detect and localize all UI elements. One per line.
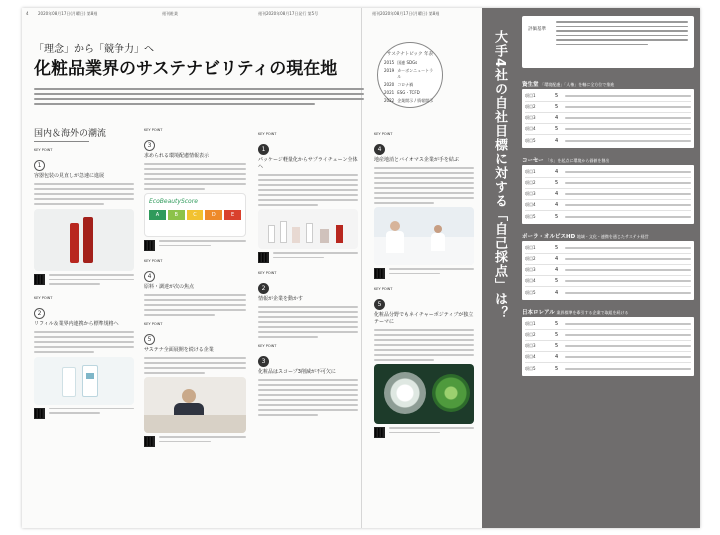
newspaper-spread — [22, 8, 700, 528]
score-table — [522, 89, 694, 148]
lab-photo — [374, 207, 474, 265]
badge-text: ESG・TCFD — [397, 90, 420, 95]
table-row — [525, 265, 691, 276]
company-block — [522, 230, 694, 300]
key-point-tag: KEY POINT — [258, 132, 277, 136]
key-point-number: 2 — [258, 283, 269, 294]
score-value: 5 — [555, 365, 559, 372]
criteria-label: 評価基準 — [528, 27, 546, 32]
row-label: 項目1 — [525, 93, 536, 98]
score-value: 5 — [555, 343, 559, 349]
eco-grade: B — [168, 210, 185, 220]
score-value: 5 — [555, 213, 559, 220]
table-row — [525, 243, 691, 254]
table-row — [525, 287, 691, 298]
key-point-number: 2 — [34, 308, 45, 319]
row-label: 項目4 — [525, 278, 536, 283]
score-value: 5 — [555, 321, 559, 327]
qr-code — [258, 252, 269, 263]
row-label: 項目3 — [525, 191, 536, 196]
row-label: 項目3 — [525, 267, 536, 272]
table-row — [525, 189, 691, 200]
key-point-number: 4 — [144, 271, 155, 282]
badge-year: 2015 — [384, 60, 395, 65]
score-value: 5 — [555, 245, 559, 251]
badge-text: 企業開示 / 情報開示 — [397, 98, 434, 103]
topic-title: 化粧品はスコープ3削減が不可欠に — [258, 369, 336, 375]
badge-year: 2022 — [384, 98, 395, 103]
running-head-center-left: 週刊2020年08月17日発行 第5号 — [258, 11, 319, 16]
key-point-number: 5 — [374, 299, 385, 310]
company-name: ポーラ・オルビスHD — [522, 234, 576, 240]
table-row — [525, 352, 691, 363]
row-label: 項目3 — [525, 115, 536, 120]
table-row — [525, 200, 691, 211]
key-point-tag: KEY POINT — [34, 295, 53, 300]
company-name: 資生堂 — [522, 82, 539, 88]
table-row — [525, 254, 691, 265]
eco-score-figure — [144, 193, 246, 237]
row-label: 項目3 — [525, 343, 536, 348]
qr-code — [144, 240, 155, 251]
qr-code — [34, 408, 45, 419]
score-value: 4 — [555, 169, 559, 175]
qr-code — [374, 268, 385, 279]
topic-title: 化粧品分野でもネイチャーポジティブが独立テーマに — [374, 312, 474, 325]
badge-year: 2021 — [384, 90, 395, 95]
row-label: 項目2 — [525, 332, 536, 337]
products-photo — [258, 209, 358, 249]
key-point-tag: KEY POINT — [34, 148, 53, 152]
table-row — [525, 330, 691, 341]
row-label: 項目2 — [525, 104, 536, 109]
publisher-left: 週刊粧業 — [162, 11, 178, 16]
column-2 — [144, 128, 246, 447]
table-row — [525, 91, 691, 102]
lead-paragraph — [34, 88, 364, 108]
table-row — [525, 363, 691, 374]
row-label: 項目1 — [525, 321, 536, 326]
section-heading: 国内＆海外の潮流 — [34, 126, 106, 142]
table-row — [525, 135, 691, 146]
score-value: 4 — [555, 191, 559, 197]
key-point-tag: KEY POINT — [144, 322, 163, 326]
table-row — [525, 341, 691, 352]
row-label: 項目4 — [525, 126, 536, 131]
article-kicker: 「理念」から「競争力」へ — [34, 44, 154, 55]
timeline-badge — [377, 42, 443, 108]
company-note: 業界標準を牽引する企業で取組を続ける — [556, 310, 629, 315]
eco-grade: A — [149, 210, 166, 220]
company-note: 「環境配慮」「人権」を軸に全方位で推進 — [540, 82, 615, 87]
key-point-tag: KEY POINT — [258, 344, 277, 348]
qr-code — [144, 436, 155, 447]
company-name: 日本ロレアル — [522, 310, 555, 316]
row-label: 項目2 — [525, 256, 536, 261]
key-point-number: 3 — [258, 356, 269, 367]
score-table — [522, 241, 694, 300]
score-value: 4 — [555, 256, 559, 262]
company-name: コーセー — [522, 158, 544, 164]
table-row — [525, 113, 691, 124]
eco-grade: E — [224, 210, 241, 220]
company-tables — [522, 76, 694, 378]
company-block — [522, 306, 694, 376]
eco-grade: C — [187, 210, 204, 220]
row-label: 項目2 — [525, 180, 536, 185]
table-row — [525, 178, 691, 189]
key-point-number: 1 — [258, 144, 269, 155]
column-3 — [258, 132, 358, 419]
topic-title: 容器包装の見直しが急速に進展 — [34, 173, 105, 179]
row-label: 項目5 — [525, 289, 536, 295]
table-row — [525, 276, 691, 287]
row-label: 項目4 — [525, 354, 536, 359]
criteria-box — [522, 16, 694, 68]
score-value: 5 — [555, 126, 559, 132]
score-value: 4 — [555, 137, 559, 144]
table-row — [525, 167, 691, 178]
badge-text: カーボンニュートラル — [397, 68, 434, 79]
dandelion-photo — [374, 364, 474, 424]
topic-title: 求められる環境配慮情報表示 — [144, 153, 210, 159]
self-assessment-panel — [482, 8, 700, 528]
key-point-tag: KEY POINT — [144, 128, 163, 132]
topic-title: サステナ全面展開を続ける企業 — [144, 347, 214, 353]
topic-title: 情報が企業を動かす — [258, 296, 304, 302]
company-note: 「水」を起点に環境から価値を創出 — [545, 158, 610, 163]
row-label: 項目5 — [525, 365, 536, 371]
topic-title: リフィル＆業界内連携から標準規格へ — [34, 320, 119, 327]
table-row — [525, 211, 691, 222]
key-point-number: 4 — [374, 144, 385, 155]
interview-photo — [144, 377, 246, 433]
company-note: 地域・文化・連携を通じたサステナ経営 — [576, 234, 649, 239]
row-label: 項目1 — [525, 169, 536, 174]
key-point-tag: KEY POINT — [374, 132, 393, 136]
row-label: 項目5 — [525, 137, 536, 143]
badge-title: サステナトピック 年表 — [387, 52, 433, 57]
refill-photo — [34, 357, 134, 405]
column-4 — [374, 132, 474, 438]
score-table — [522, 317, 694, 376]
score-value: 5 — [555, 93, 559, 99]
column-1 — [34, 148, 134, 419]
company-block — [522, 78, 694, 148]
score-value: 4 — [555, 202, 559, 208]
key-point-number: 5 — [144, 334, 155, 345]
badge-text: 国連 SDGs — [397, 60, 418, 65]
topic-title: 地産地消とバイオマス企業が手を結ぶ — [374, 157, 459, 163]
key-point-number: 3 — [144, 140, 155, 151]
article-title: 化粧品業界のサステナビリティの現在地 — [34, 59, 338, 79]
score-value: 4 — [555, 115, 559, 121]
score-value: 5 — [555, 180, 559, 186]
row-label: 項目4 — [525, 202, 536, 207]
panel-vertical-title: 大手4社の自社目標に対する「自己採点」は？ — [492, 30, 507, 321]
key-point-tag: KEY POINT — [144, 259, 163, 263]
score-value: 5 — [555, 104, 559, 110]
table-row — [525, 319, 691, 330]
page-number-left: 4 — [26, 11, 29, 16]
qr-code — [374, 427, 385, 438]
badge-year: 2019 — [384, 68, 395, 73]
bottle-photo — [34, 209, 134, 271]
score-value: 4 — [555, 267, 559, 273]
company-block — [522, 154, 694, 224]
eco-grade: D — [205, 210, 222, 220]
score-value: 4 — [555, 354, 559, 360]
score-value: 4 — [555, 289, 559, 296]
topic-title: 原料・調達が次の焦点 — [144, 284, 195, 290]
row-label: 項目5 — [525, 213, 536, 219]
score-table — [522, 165, 694, 224]
topic-title: パッケージ軽量化からサプライチェーン全体へ — [258, 157, 358, 170]
score-value: 5 — [555, 332, 559, 338]
page-fold — [361, 8, 362, 528]
running-head-center-right: 週刊2020年08月17日(月曜日) 第8週 — [372, 11, 440, 16]
qr-code — [34, 274, 45, 285]
badge-year: 2020 — [384, 82, 395, 87]
table-row — [525, 102, 691, 113]
row-label: 項目1 — [525, 245, 536, 250]
score-value: 5 — [555, 278, 559, 284]
running-head-left: 2020年08月17日(月曜日) 第8週 — [38, 11, 98, 16]
table-row — [525, 124, 691, 135]
key-point-number: 1 — [34, 160, 45, 171]
badge-text: コロナ禍 — [397, 82, 414, 87]
eco-score-brand: EcoBeautyScore — [149, 198, 198, 205]
key-point-tag: KEY POINT — [374, 287, 393, 291]
key-point-tag: KEY POINT — [258, 271, 277, 275]
